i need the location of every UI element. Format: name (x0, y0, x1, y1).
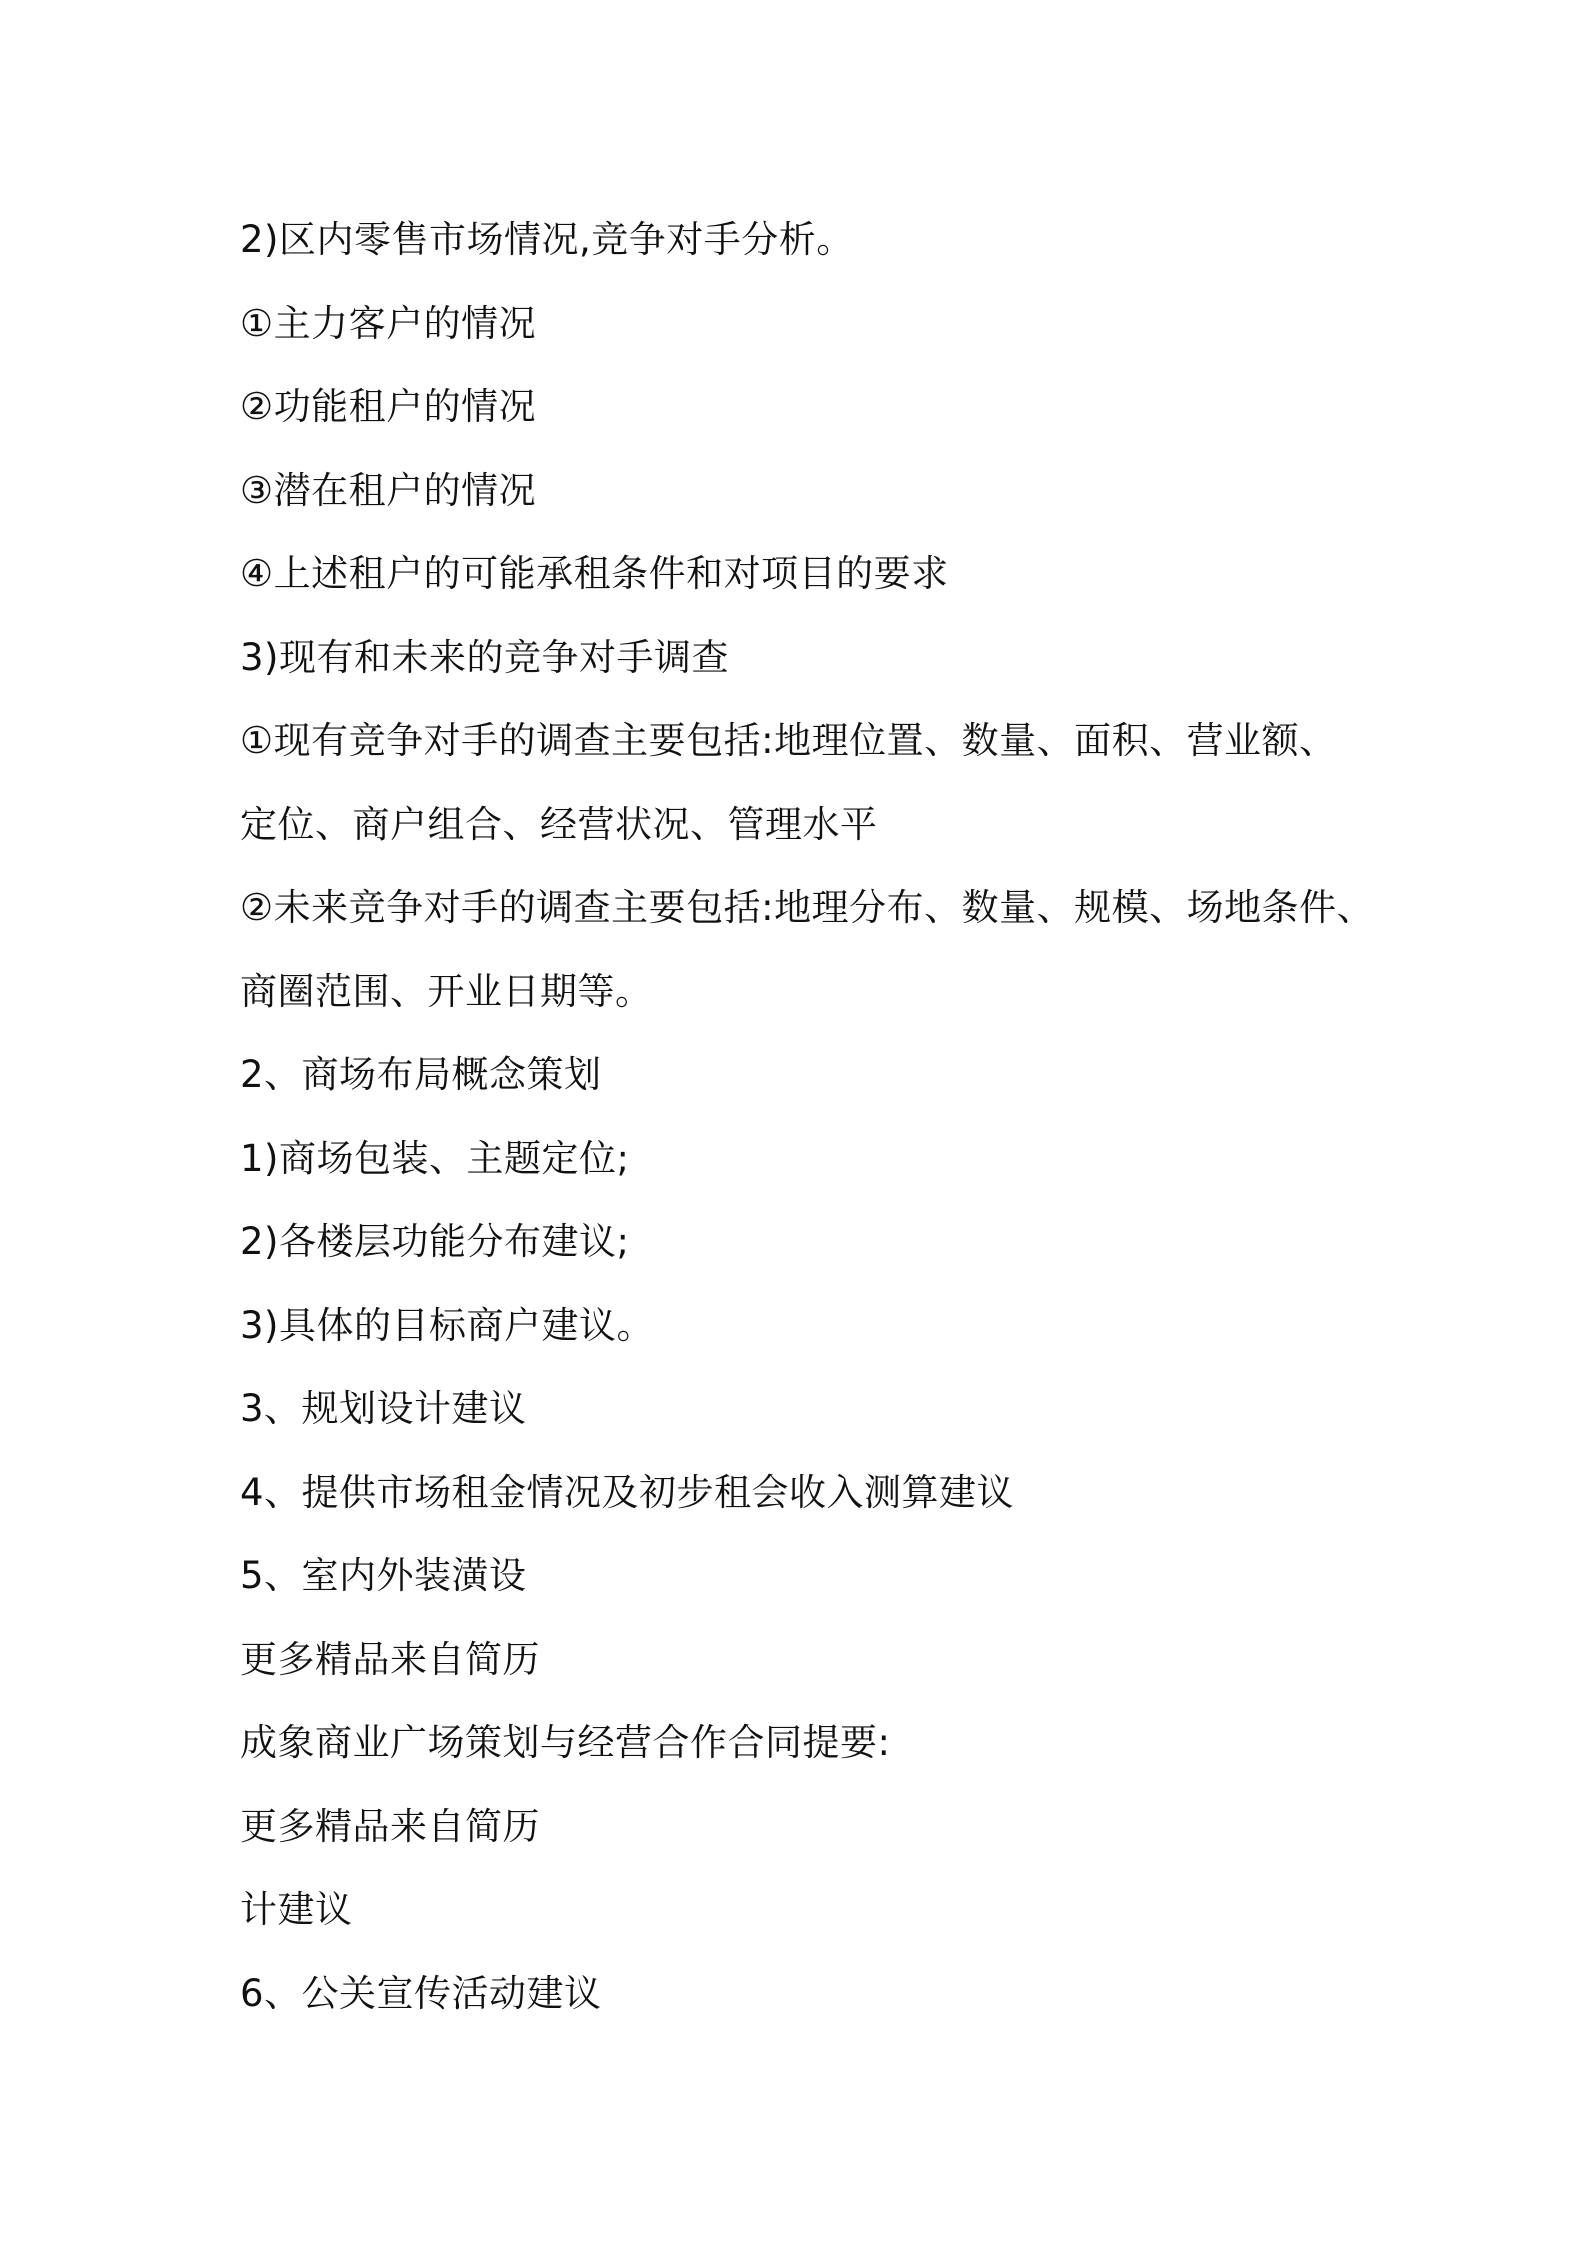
text-line-8: 定位、商户组合、经营状况、管理水平 (240, 802, 878, 846)
text-line-5: ④上述租户的可能承租条件和对项目的要求 (240, 552, 949, 595)
text-line-1: 2)区内零售市场情况,竞争对手分析。 (240, 218, 854, 261)
text-line-14: 3)具体的目标商户建议。 (240, 1303, 654, 1347)
text-line-16: 4、提供市场租金情况及初步租会收入测算建议 (240, 1470, 1015, 1514)
text-line-12: 1)商场包装、主题定位; (240, 1136, 630, 1180)
text-line-4: ③潜在租户的情况 (240, 468, 537, 512)
text-line-21: 计建议 (240, 1888, 353, 1931)
text-line-3: ②功能租户的情况 (240, 385, 537, 428)
text-line-13: 2)各楼层功能分布建议; (240, 1220, 630, 1263)
text-line-20: 更多精品来自简历 (240, 1804, 540, 1848)
text-line-18: 更多精品来自简历 (240, 1637, 540, 1681)
text-line-9: ②未来竞争对手的调查主要包括:地理分布、数量、规模、场地条件、 (240, 886, 1375, 929)
text-line-7: ①现有竞争对手的调查主要包括:地理位置、数量、面积、营业额、 (240, 719, 1337, 762)
text-line-6: 3)现有和未来的竞争对手调查 (240, 635, 729, 679)
text-line-15: 3、规划设计建议 (240, 1387, 527, 1430)
text-line-17: 5、室内外装潢设 (240, 1554, 527, 1597)
text-line-22: 6、公关宣传活动建议 (240, 1971, 602, 2015)
document-body (240, 198, 1390, 2035)
text-line-10: 商圈范围、开业日期等。 (240, 969, 653, 1013)
text-line-19: 成象商业广场策划与经营合作合同提要: (240, 1721, 891, 1764)
text-line-2: ①主力客户的情况 (240, 301, 537, 345)
text-line-11: 2、商场布局概念策划 (240, 1053, 602, 1096)
